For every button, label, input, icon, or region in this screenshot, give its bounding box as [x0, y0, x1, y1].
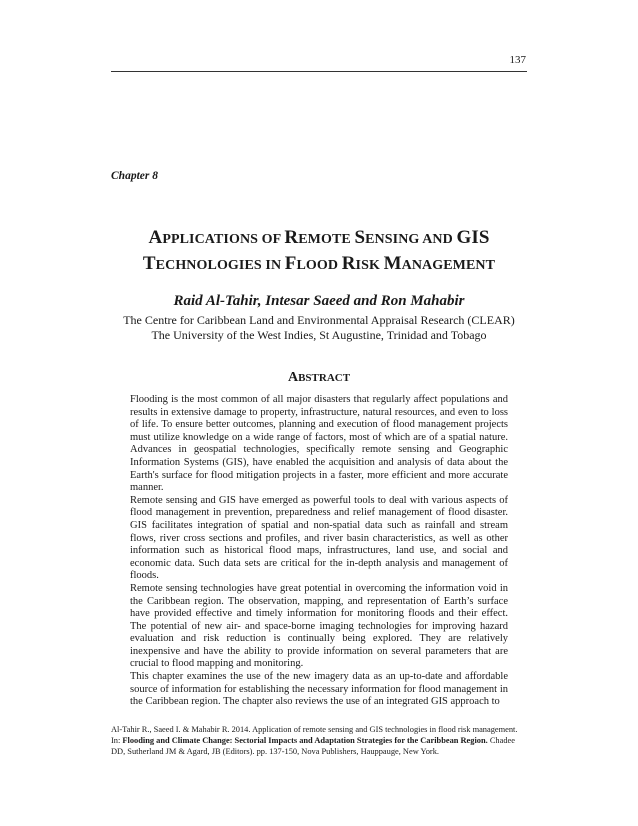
title-word-rest: ANAGEMENT: [401, 258, 496, 273]
title-word-rest: EMOTE: [298, 232, 355, 247]
title-word-rest: LOOD: [296, 258, 342, 273]
citation-in-label: In:: [111, 736, 123, 745]
title-word-cap: T: [142, 253, 156, 274]
citation-book-title: Flooding and Climate Change: Sectorial Impacts and Adaptation Strategies for the Caribbean Region.: [122, 736, 488, 745]
citation-line-3: DD, Sutherland JM & Agard, JB (Editors). pp. 137-150, Nova Publishers, Hauppauge, New York.: [111, 747, 439, 756]
abstract-paragraph-2: Remote sensing and GIS have emerged as powerful tools to deal with various aspects of flood management in prevention, preparedness and relief management of flood disaster. GIS facilitates integration of spatial and non-spatial data such as rainfall and stream flows, river cross sections and profiles, and river basin characteristics, as well as other information such as historical flood maps, infrastructures, land use, and social and economic data. Such data sets are critical for the in-depth analysis and management of floods.: [130, 494, 508, 582]
citation-editors-start: Chadee: [487, 736, 515, 745]
title-word-rest: PPLICATIONS OF: [162, 232, 285, 247]
abstract-paragraph-3: Remote sensing technologies have great potential in overcoming the information void in the Caribbean region. The observation, mapping, and representation of Earth’s surface have provided effective and timely information for monitoring floods and their effect. The potential of new air- and space-borne imaging technologies for improving hazard evaluation and risk reduction is continually being explored. They are relatively inexpensive and have the ability to provide information on several parameters that are crucial to flood mapping and monitoring.: [130, 582, 508, 670]
title-word-cap: F: [284, 253, 297, 274]
title-word-cap: GIS: [456, 227, 490, 248]
chapter-title: [80, 226, 558, 278]
abstract-heading-rest: BSTRACT: [298, 372, 351, 384]
title-word-cap: R: [341, 253, 356, 274]
title-line-2: [80, 252, 558, 278]
title-line-1: [80, 226, 558, 252]
citation-line-1: Al-Tahir R., Saeed I. & Mahabir R. 2014. Application of remote sensing and GIS technologies in flood risk management.: [111, 725, 518, 734]
header-rule: [111, 71, 527, 72]
title-word-cap: S: [354, 227, 366, 248]
title-word-rest: ECHNOLOGIES IN: [155, 258, 285, 273]
title-word-rest: ISK: [355, 258, 384, 273]
title-word-cap: A: [148, 227, 163, 248]
abstract-paragraph-4: This chapter examines the use of the new imagery data as an up-to-date and affordable source of information for establishing the necessary information for flood management in the Caribbean region. The chapter also reviews the use of an integrated GIS approach to: [130, 671, 508, 708]
citation-line-2: [111, 735, 531, 746]
title-word-cap: R: [284, 227, 299, 248]
citation-footer: [111, 724, 531, 757]
authors: Raid Al-Tahir, Intesar Saeed and Ron Mahabir: [173, 293, 465, 309]
title-word-cap: M: [383, 253, 402, 274]
title-word-rest: ENSING AND: [365, 232, 457, 247]
abstract-body: [130, 394, 508, 709]
abstract-heading-cap: A: [287, 370, 299, 385]
affiliation-line-2: The University of the West Indies, St Augustine, Trinidad and Tobago: [151, 328, 487, 342]
abstract-heading: [80, 368, 558, 386]
abstract-paragraph-1: Flooding is the most common of all major disasters that regularly affect populations and results in extensive damage to property, infrastructure, natural resources, and even to loss of life. To ensure better outcomes, planning and execution of flood management projects must utilize knowledge on a wide range of factors, most of which are of a spatial nature. Advances in geospatial technologies, specifically remote sensing and Geographic Information Systems (GIS), have enabled the acquisition and analysis of data about the Earth's surface for flood mitigation projects in a faster, more efficient and more accurate manner.: [130, 394, 508, 494]
page-number: 137: [509, 54, 526, 66]
chapter-label: Chapter 8: [111, 170, 158, 182]
affiliation-line-1: The Centre for Caribbean Land and Environmental Appraisal Research (CLEAR): [123, 313, 515, 327]
